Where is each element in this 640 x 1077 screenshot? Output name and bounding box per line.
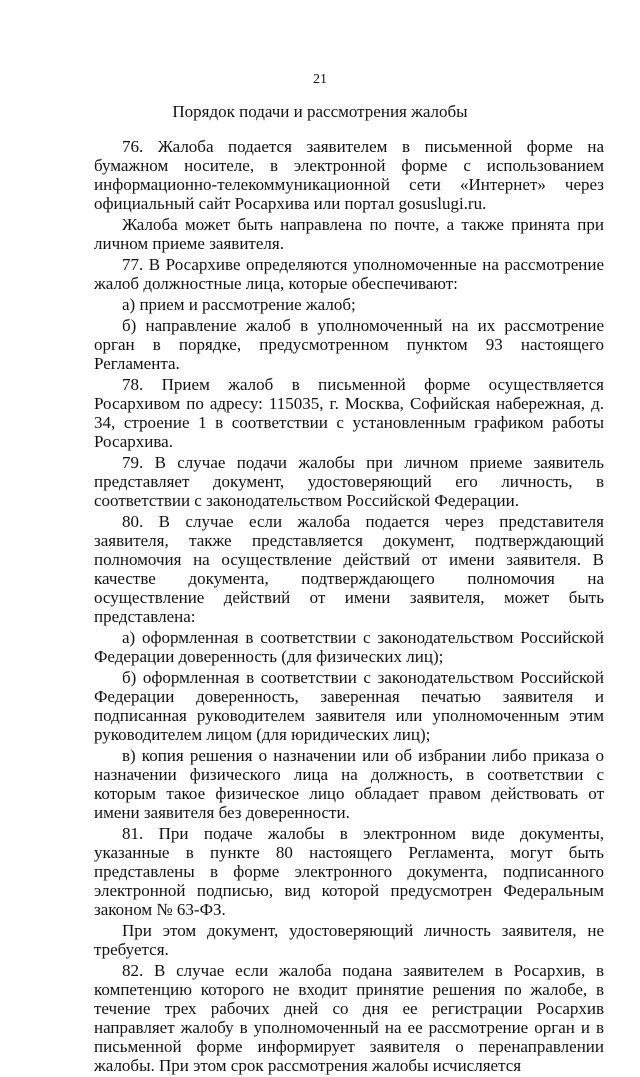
paragraph: 79. В случае подачи жалобы при личном приеме заявитель представляет документ, удостоверяющий его личность, в соответствии с законодательством Российской Федерации. xyxy=(94,453,604,510)
paragraph: Жалоба может быть направлена по почте, а также принята при личном приеме заявителя. xyxy=(94,215,604,253)
paragraph: а) прием и рассмотрение жалоб; xyxy=(122,295,356,314)
paragraph: При этом документ, удостоверяющий личность заявителя, не требуется. xyxy=(94,921,604,959)
paragraph: 81. При подаче жалобы в электронном виде документы, указанные в пункте 80 настоящего Регламента, могут быть представлены в форме электронного документа, подписанного электронной подписью, вид которой предусмотрен Федеральным законом № 63-ФЗ. xyxy=(94,824,604,919)
paragraph: 76. Жалоба подается заявителем в письменной форме на бумажном носителе, в электронной форме с использованием информационно-телекоммуникационной сети «Интернет» через официальный сайт Росархива или портал gosuslugi.ru. xyxy=(94,137,604,213)
paragraph: 78. Прием жалоб в письменной форме осуществляется Росархивом по адресу: 115035, г. Москва, Софийская набережная, д. 34, строение 1 в соответствии с установленным графиком работы Росархива. xyxy=(94,375,604,451)
paragraph: 82. В случае если жалоба подана заявителем в Росархив, в компетенцию которого не входит принятие решения по жалобе, в течение трех рабочих дней со дня ее регистрации Росархив направляет жалобу в уполномоченный на ее рассмотрение орган и в письменной форме информирует заявителя о перенаправлении жалобы. При этом срок рассмотрения жалобы исчисляется xyxy=(94,961,604,1075)
paragraph: 77. В Росархиве определяются уполномоченные на рассмотрение жалоб должностные лица, которые обеспечивают: xyxy=(94,255,604,293)
paragraph: б) оформленная в соответствии с законодательством Российской Федерации доверенность, заверенная печатью заявителя и подписанная руководителем заявителя или уполномоченным этим руководителем лицом (для юридических лиц); xyxy=(94,668,604,744)
paragraph: а) оформленная в соответствии с законодательством Российской Федерации доверенность (для физических лиц); xyxy=(94,628,604,666)
document-body xyxy=(94,137,604,1077)
page-number: 21 xyxy=(313,72,327,87)
paragraph: в) копия решения о назначении или об избрании либо приказа о назначении физического лица на должность, в соответствии с которым такое физическое лицо обладает правом действовать от имени заявителя без доверенности. xyxy=(94,746,604,822)
paragraph: 80. В случае если жалоба подается через представителя заявителя, также представляется документ, подтверждающий полномочия на осуществление действий от имени заявителя. В качестве документа, подтверждающего полномочия на осуществление действий от имени заявителя, может быть представлена: xyxy=(94,512,604,626)
section-heading: Порядок подачи и рассмотрения жалобы xyxy=(172,102,468,121)
paragraph: б) направление жалоб в уполномоченный на их рассмотрение орган в порядке, предусмотренном пунктом 93 настоящего Регламента. xyxy=(94,316,604,373)
